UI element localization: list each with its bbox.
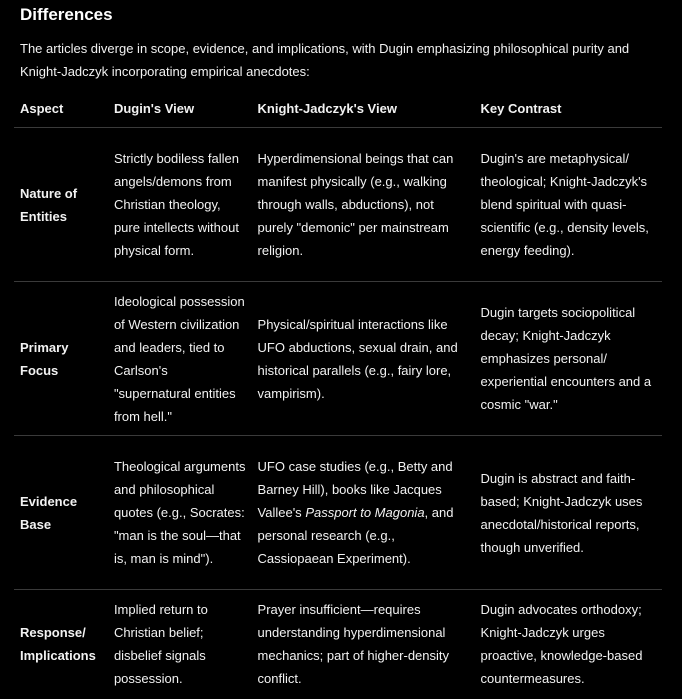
row-dugin-view: Ideological possession of Western civilization and leaders, tied to Carlson's "supernatural entities from hell."	[108, 282, 252, 436]
header-knight-jadczyk-view: Knight-Jadczyk's View	[252, 92, 475, 128]
intro-paragraph: The articles diverge in scope, evidence, and implications, with Dugin emphasizing philosophical purity and Knight-Jadczyk incorporating empirical anecdotes:	[20, 41, 630, 79]
section-heading: Differences	[20, 5, 113, 24]
row-knight-jadczyk-view: Physical/spiritual interactions like UFO abductions, sexual drain, and historical parallels (e.g., fairy lore, vampirism).	[252, 282, 475, 436]
header-key-contrast: Key Contrast	[475, 92, 662, 128]
row-aspect: Response/ Implications	[20, 624, 96, 663]
row-aspect: Evidence Base	[14, 436, 108, 590]
kj-text-before: UFO case studies (e.g., Betty and Barney Hill), books like Jacques Vallee's	[257, 459, 453, 520]
differences-table	[14, 92, 662, 698]
row-key-contrast: Dugin's are metaphysical/ theological; Knight-Jadczyk's blend spiritual with quasi-scientific (e.g., density levels, energy feeding).	[475, 128, 662, 282]
row-knight-jadczyk-view: Hyperdimensional beings that can manifest physically (e.g., walking through walls, abductions), not purely "demonic" per mainstream religion.	[252, 128, 475, 282]
header-aspect: Aspect	[14, 92, 108, 128]
row-aspect: Nature of Entities	[14, 128, 108, 282]
row-dugin-view: Strictly bodiless fallen angels/demons from Christian theology, pure intellects without physical form.	[108, 128, 252, 282]
row-knight-jadczyk-view: Prayer insufficient—requires understanding hyperdimensional mechanics; part of higher-density conflict.	[257, 601, 450, 686]
row-knight-jadczyk-view	[252, 436, 475, 590]
table-row	[14, 128, 662, 282]
header-dugin-view: Dugin's View	[108, 92, 252, 128]
table-row	[14, 436, 662, 590]
row-dugin-view: Implied return to Christian belief; disbelief signals possession.	[113, 601, 208, 686]
row-key-contrast: Dugin advocates orthodoxy; Knight-Jadczyk urges proactive, knowledge-based countermeasures.	[480, 601, 643, 686]
row-key-contrast: Dugin is abstract and faith-based; Knight-Jadczyk uses anecdotal/historical reports, though unverified.	[475, 436, 662, 590]
row-aspect: Primary Focus	[14, 282, 108, 436]
row-dugin-view: Theological arguments and philosophical quotes (e.g., Socrates: "man is the soul—that is, man is mind").	[108, 436, 252, 590]
row-key-contrast: Dugin targets sociopolitical decay; Knight-Jadczyk emphasizes personal/ experiential encounters and a cosmic "war."	[475, 282, 662, 436]
kj-text-after: , and personal research (e.g., Cassiopaean Experiment).	[257, 505, 454, 566]
table-row	[14, 590, 662, 698]
table-row	[14, 282, 662, 436]
table-header-row	[14, 92, 662, 128]
book-title: Passport to Magonia	[305, 505, 425, 520]
